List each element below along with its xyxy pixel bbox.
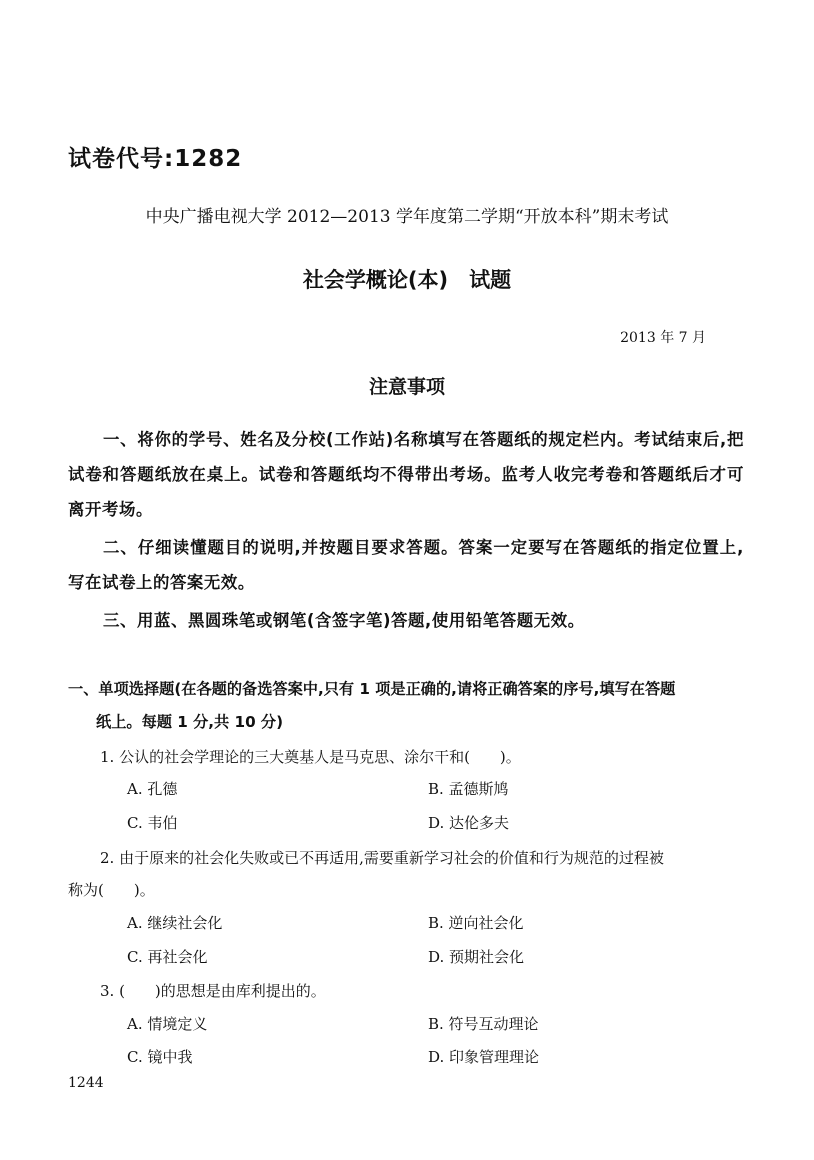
question-1-option-c: C. 韦伯 bbox=[127, 814, 178, 832]
question-2-option-a: A. 继续社会化 bbox=[127, 914, 223, 932]
question-3-option-d: D. 印象管理理论 bbox=[428, 1048, 540, 1066]
question-1-stem: 1. 公认的社会学理论的三大奠基人是马克思、涂尔干和( )。 bbox=[100, 748, 521, 766]
section-heading-line1: 一、单项选择题(在各题的备选答案中,只有 1 项是正确的,请将正确答案的序号,填写在答题 bbox=[68, 680, 676, 698]
notice-item-2: 二、仔细读懂题目的说明,并按题目要求答题。答案一定要写在答题纸的指定位置上,写在试卷上的答案无效。 bbox=[68, 538, 744, 592]
question-1-option-b: B. 孟德斯鸠 bbox=[428, 780, 509, 798]
exam-date: 2013 年 7 月 bbox=[620, 330, 706, 346]
question-2-option-d: D. 预期社会化 bbox=[428, 948, 525, 966]
notice-item-1: 一、将你的学号、姓名及分校(工作站)名称填写在答题纸的规定栏内。考试结束后,把试卷和答题纸放在桌上。试卷和答题纸均不得带出考场。监考人收完考卷和答题纸后才可离开考场。 bbox=[68, 430, 744, 519]
question-3-option-b: B. 符号互动理论 bbox=[428, 1015, 539, 1033]
section-heading bbox=[68, 673, 744, 739]
exam-code: 试卷代号:1282 bbox=[68, 146, 243, 172]
section-heading-line2: 纸上。每题 1 分,共 10 分) bbox=[96, 713, 284, 731]
question-2-option-c: C. 再社会化 bbox=[127, 948, 208, 966]
question-3-option-c: C. 镜中我 bbox=[127, 1048, 193, 1066]
question-3-stem: 3. ( )的思想是由库利提出的。 bbox=[100, 982, 326, 1000]
question-2-option-b: B. 逆向社会化 bbox=[428, 914, 524, 932]
question-2-stem-cont: 称为( )。 bbox=[68, 881, 155, 899]
question-2-stem: 2. 由于原来的社会化失败或已不再适用,需要重新学习社会的价值和行为规范的过程被 bbox=[100, 849, 664, 867]
exam-title: 社会学概论(本) 试题 bbox=[302, 268, 512, 292]
question-1-option-a: A. 孔德 bbox=[127, 780, 178, 798]
question-3-option-a: A. 情境定义 bbox=[127, 1015, 208, 1033]
page-number: 1244 bbox=[68, 1075, 104, 1091]
notice-item-3: 三、用蓝、黑圆珠笔或钢笔(含签字笔)答题,使用铅笔答题无效。 bbox=[103, 611, 585, 630]
question-1-option-d: D. 达伦多夫 bbox=[428, 814, 510, 832]
exam-header: 中央广播电视大学 2012—2013 学年度第二学期“开放本科”期末考试 bbox=[145, 207, 669, 227]
notice-title: 注意事项 bbox=[368, 376, 445, 398]
